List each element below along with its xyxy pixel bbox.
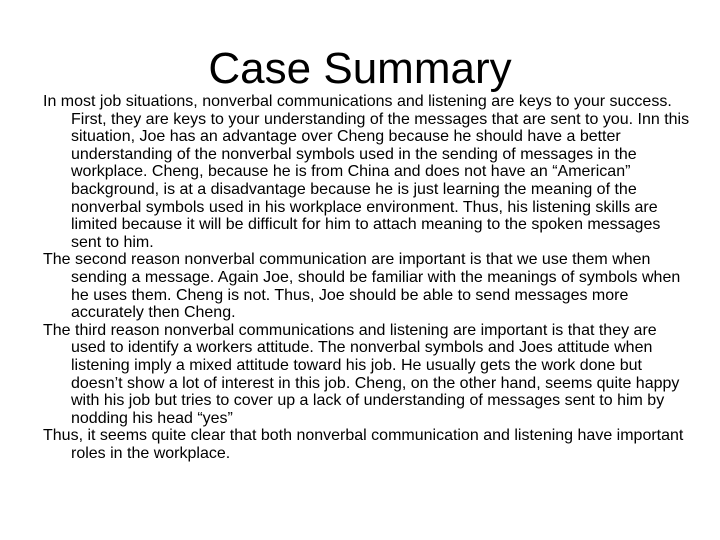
slide-body	[43, 93, 693, 462]
paragraph-1: In most job situations, nonverbal communications and listening are keys to your success. First, they are keys to your understanding of the messages that are sent to you. Inn this situation, Joe has an advantage over Cheng because he should have a better understanding of the nonverbal symbols used in the sending of messages in the workplace. Cheng, because he is from China and does not have an “American” background, is at a disadvantage because he is just learning the meaning of the nonverbal symbols used in his workplace environment. Thus, his listening skills are limited because it will be difficult for him to attach meaning to the spoken messages sent to him.	[43, 93, 690, 251]
paragraph-3: The third reason nonverbal communications and listening are important is that they are used to identify a workers attitude. The nonverbal symbols and Joes attitude when listening imply a mixed attitude toward his job. He usually gets the work done but doesn’t show a lot of interest in this job. Cheng, on the other hand, seems quite happy with his job but tries to cover up a lack of understanding of messages sent to him by nodding his head “yes”	[43, 321, 680, 427]
paragraph-4: Thus, it seems quite clear that both nonverbal communication and listening have important roles in the workplace.	[43, 427, 684, 462]
paragraph-2: The second reason nonverbal communication are important is that we use them when sending a message. Again Joe, should be familiar with the meanings of symbols when he uses them. Cheng is not. Thus, Joe should be able to send messages more accurately then Cheng.	[43, 251, 681, 322]
slide-title: Case Summary	[208, 44, 512, 93]
